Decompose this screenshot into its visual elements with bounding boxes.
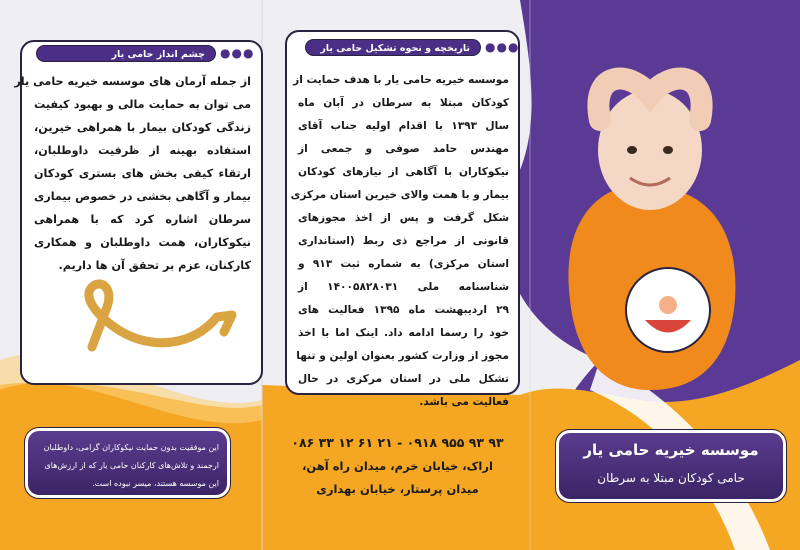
history-line: ۲۹ اردیبهشت ماه ۱۳۹۵ فعالیت های [298,304,509,316]
vision-line: از جمله آرمان های موسسه خیریه حامی یار [14,75,251,88]
dots-icon: ●●● [485,40,520,54]
history-line: موسسه خیریه حامی یار با هدف حمایت از [293,74,509,86]
history-card [285,30,520,408]
history-text [290,69,510,414]
vision-line: نیکوکاران، همت داوطلبان و همکاری [34,236,251,249]
history-line: خود را رسما ادامه داد. اینک اما با اخذ [298,327,509,339]
thanks-line: ارجمند و تلاش‌های کارکنان حامی یار که از ارزش‌های [44,461,219,470]
vision-line: کارکنان، عزم بر تحقق آن ها داریم. [58,259,251,272]
history-line: بیمار و با همت والای خیرین استان مرکزی [290,189,509,201]
history-line: شکل گرفت و پس از اخذ مجوزهای [298,212,509,224]
history-line: شناسنامه ملی ۱۴۰۰۵۸۲۸۰۳۱ از [298,281,510,293]
history-line: تشکل ملی در استان مرکزی در حال [298,373,509,385]
history-line: قانونی از مراجع ذی ربط (استانداری [298,235,509,247]
thanks-line: این موفقیت بدون حمایت نیکوکاران گرامی، داوطلبان [43,443,219,452]
address-line-2: میدان پرستار، خیابان بهداری [316,482,479,496]
brand-name: موسسه خیریه حامی یار [583,441,759,459]
brand-tagline: حامی کودکان مبتلا به سرطان [597,471,745,485]
vision-header: چشم انداز حامی یار [36,45,216,62]
vision-line: سرطان اشاره کرد که با همراهی [34,213,251,226]
thanks-box [25,428,230,498]
history-line: مهندس حامد صوفی و جمعی از [298,143,509,155]
history-line: سال ۱۳۹۳ با اقدام اولیه جناب آقای [298,120,509,132]
awareness-ribbon-icon [52,277,242,357]
vision-line: ارتقاء کیفی بخش های بستری کودکان [34,167,251,180]
thanks-line: این موسسه هستند، میسر نبوده است. [92,479,219,488]
history-line: نیکوکاران با آگاهی از نیازهای کودکان [298,166,509,178]
history-header: تاریخچه و نحوه تشکیل حامی یار [305,39,481,56]
history-line: مجوز از وزارت کشور بعنوان اولین و تنها [296,350,509,362]
vision-card [14,40,263,385]
brand-box [556,430,786,502]
contact-info [270,432,525,500]
vision-text [14,70,251,277]
vision-line: بیمار و آگاهی بخشی در خصوص بیماری [34,190,251,203]
address-line-1: اراک، خیابان خرم، میدان راه آهن، [302,459,493,473]
dots-icon: ●●● [220,46,255,60]
history-line: کودکان مبتلا به سرطان در آبان ماه [298,97,509,109]
vision-line: زندگی کودکان بیمار با همراهی خیرین، [34,121,251,134]
history-line: استان مرکزی) به شماره ثبت ۹۱۳ و [298,258,509,270]
phone-numbers: ۰۸۶ ۳۳ ۱۲ ۶۱ ۲۱ - ۰۹۱۸ ۹۵۵ ۹۳ ۹۳ [291,435,504,450]
vision-line: استفاده بهینه از ظرفیت داوطلبان، [34,144,251,157]
vision-line: می توان به حمایت مالی و بهبود کیفیت [34,98,251,111]
history-line: فعالیت می باشد. [419,396,509,408]
